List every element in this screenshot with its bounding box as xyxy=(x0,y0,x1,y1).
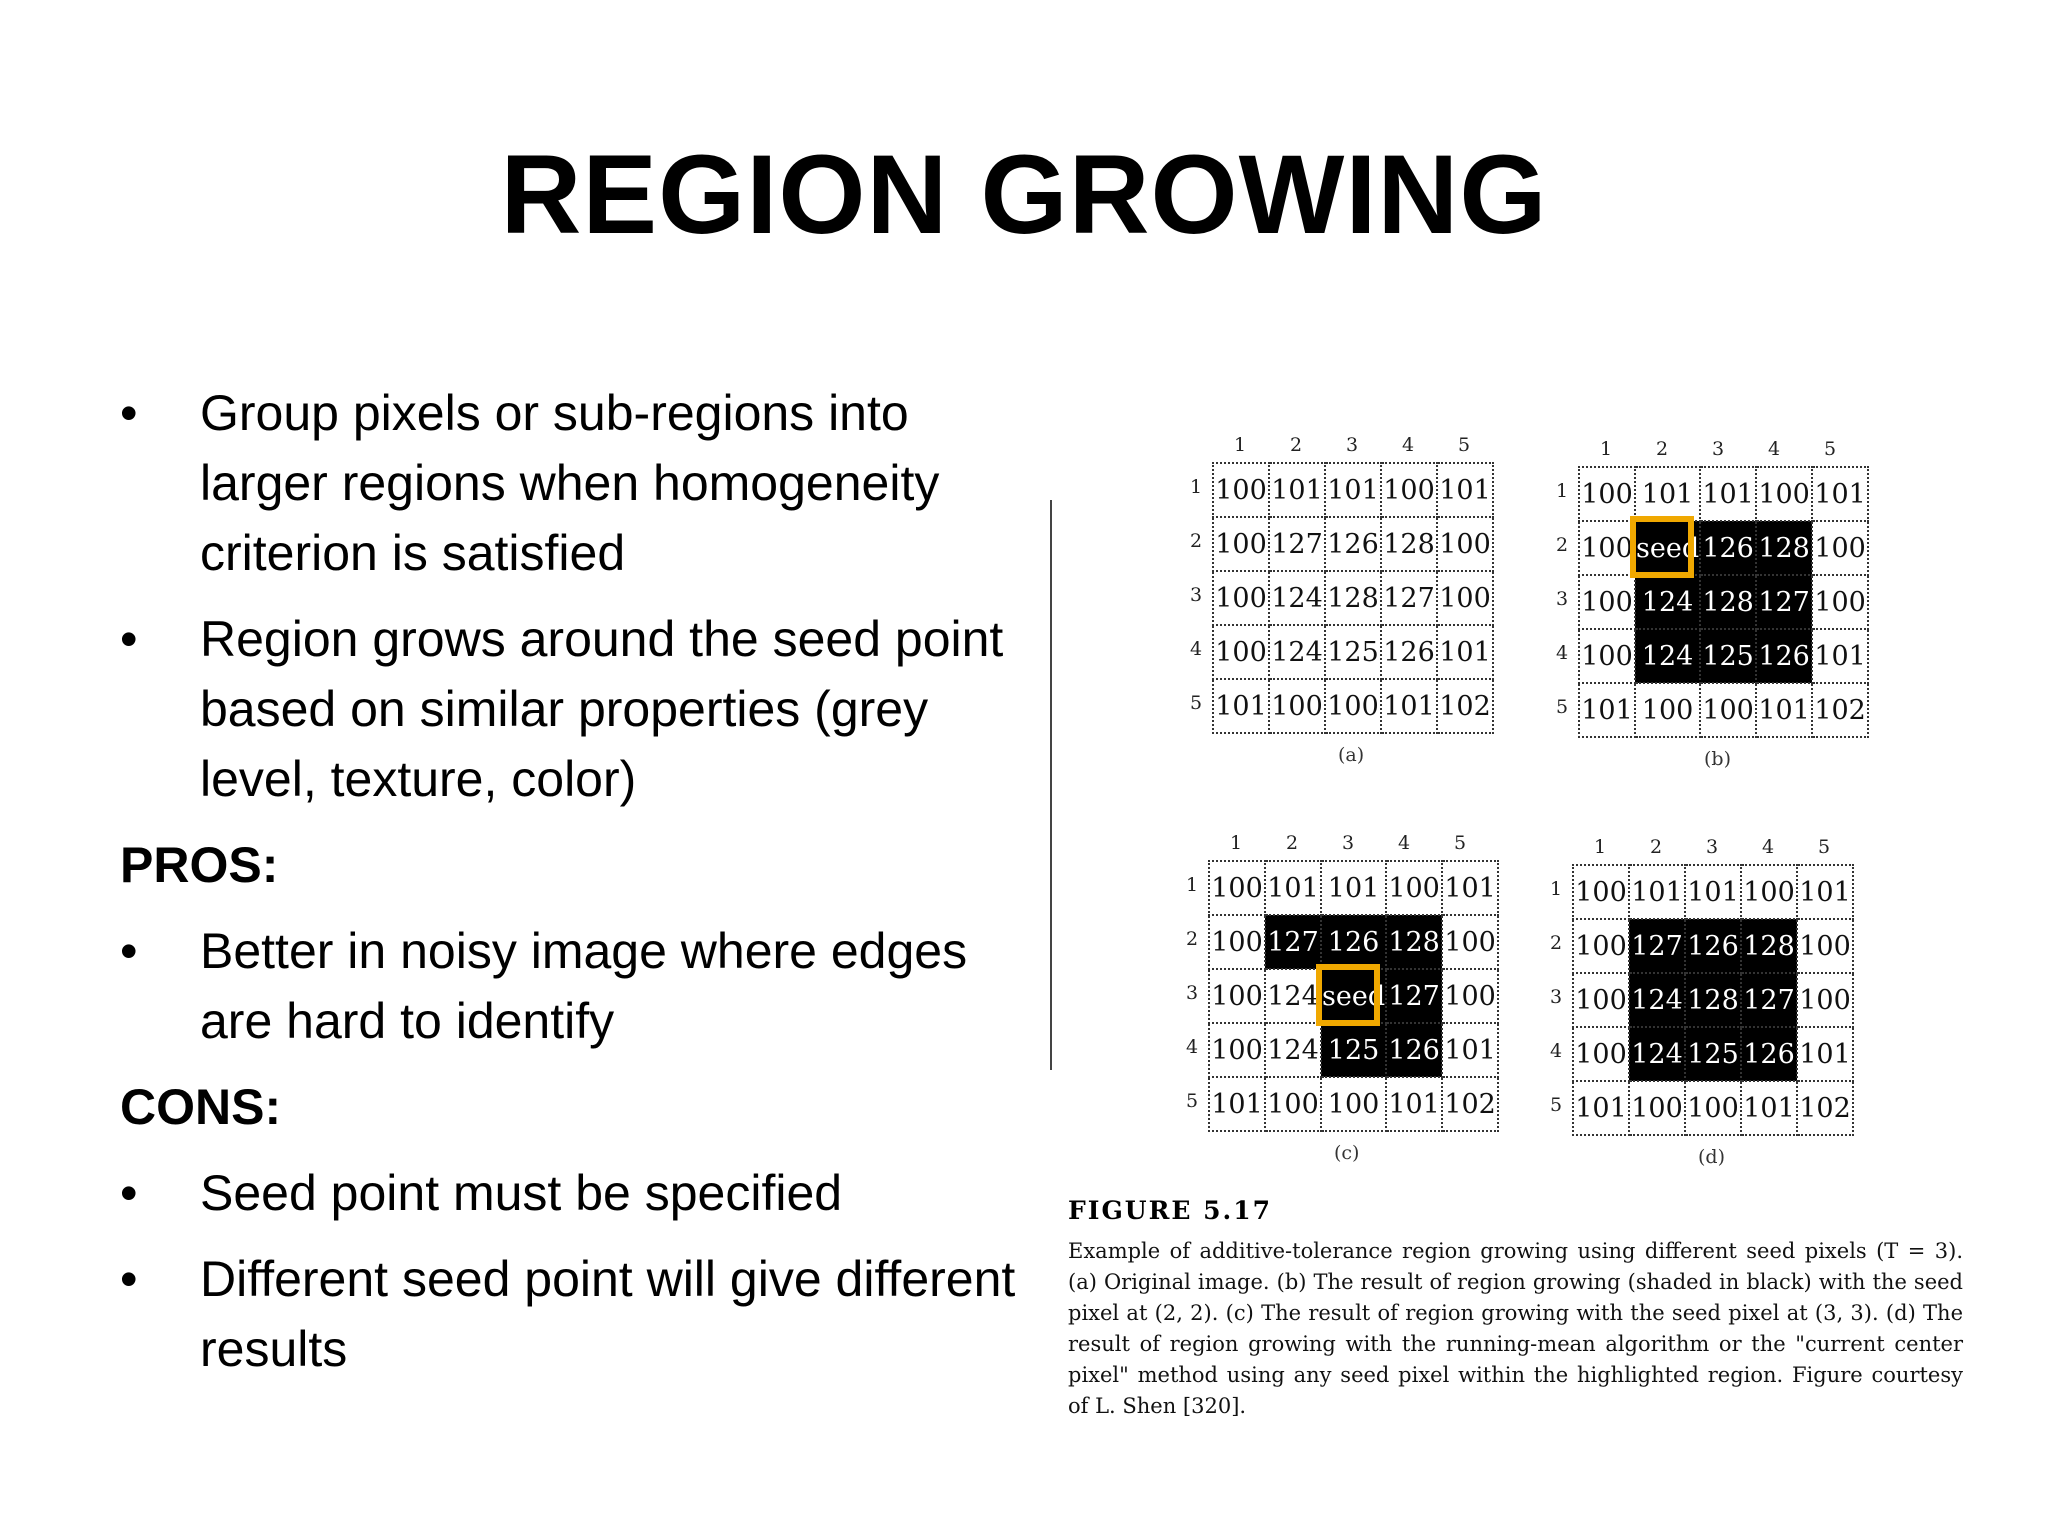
pixel-cell: 100 xyxy=(1209,969,1265,1023)
pixel-cell: 100 xyxy=(1685,1081,1741,1135)
pixel-cell: 128 xyxy=(1386,915,1442,969)
pixel-cell: 100 xyxy=(1386,861,1442,915)
pixel-cell: 100 xyxy=(1756,467,1812,521)
bullet-dot: • xyxy=(120,611,138,667)
pixel-cell: 101 xyxy=(1741,1081,1797,1135)
pixel-cell: 100 xyxy=(1213,463,1269,517)
panel-label: (b) xyxy=(1704,748,1731,770)
row-label: 3 xyxy=(1556,588,1569,610)
cons-item xyxy=(120,1158,1020,1228)
pixel-cell: 125 xyxy=(1325,625,1381,679)
pixel-cell: 100 xyxy=(1573,919,1629,973)
pixel-cell: 100 xyxy=(1437,517,1493,571)
row-label: 2 xyxy=(1190,530,1203,552)
pixel-cell: 100 xyxy=(1209,915,1265,969)
row-label: 4 xyxy=(1186,1036,1199,1058)
pixel-cell: 100 xyxy=(1573,973,1629,1027)
row-label: 5 xyxy=(1186,1090,1199,1112)
pixel-cell: 126 xyxy=(1741,1027,1797,1081)
pixel-cell: 100 xyxy=(1797,973,1853,1027)
pixel-cell: 100 xyxy=(1442,915,1498,969)
pixel-cell: 101 xyxy=(1797,1027,1853,1081)
pixel-cell: 100 xyxy=(1265,1077,1321,1131)
pixel-cell: 127 xyxy=(1381,571,1437,625)
pixel-cell: 127 xyxy=(1629,919,1685,973)
pixel-cell: 126 xyxy=(1685,919,1741,973)
column-label: 2 xyxy=(1649,836,1663,858)
pixel-cell: 101 xyxy=(1797,865,1853,919)
figure-title: FIGURE 5.17 xyxy=(1068,1196,1273,1225)
pixel-cell: 127 xyxy=(1265,915,1321,969)
pixel-grid xyxy=(1212,462,1494,734)
pixel-cell: 125 xyxy=(1685,1027,1741,1081)
pixel-cell: 101 xyxy=(1812,629,1868,683)
pixel-cell: 101 xyxy=(1437,625,1493,679)
pixel-cell: 100 xyxy=(1213,517,1269,571)
column-label: 4 xyxy=(1397,832,1411,854)
pixel-cell: 100 xyxy=(1635,683,1700,737)
column-label: 3 xyxy=(1341,832,1355,854)
pixel-cell: 101 xyxy=(1442,1023,1498,1077)
pixel-cell: 102 xyxy=(1812,683,1868,737)
pixel-cell: 100 xyxy=(1213,571,1269,625)
pixel-cell: 101 xyxy=(1685,865,1741,919)
column-label: 5 xyxy=(1817,836,1831,858)
pixel-cell: 101 xyxy=(1437,463,1493,517)
pixel-cell: 101 xyxy=(1812,467,1868,521)
row-label: 4 xyxy=(1190,638,1203,660)
row-label: 2 xyxy=(1556,534,1569,556)
pixel-cell: 124 xyxy=(1629,1027,1685,1081)
row-label: 1 xyxy=(1556,480,1569,502)
cons-item xyxy=(120,1244,1020,1384)
pixel-cell: 124 xyxy=(1635,575,1700,629)
pixel-cell: 128 xyxy=(1700,575,1756,629)
pixel-cell: 101 xyxy=(1635,467,1700,521)
pixel-grid xyxy=(1578,466,1869,738)
bullet-item xyxy=(120,378,1020,588)
row-label: 1 xyxy=(1186,874,1199,896)
pixel-cell: 128 xyxy=(1685,973,1741,1027)
bullet-dot: • xyxy=(120,1165,138,1221)
row-label: 3 xyxy=(1190,584,1203,606)
divider-line xyxy=(1050,500,1052,1070)
pixel-cell: 124 xyxy=(1269,571,1325,625)
pixel-cell: 125 xyxy=(1700,629,1756,683)
pixel-cell: 101 xyxy=(1629,865,1685,919)
pixel-cell: 124 xyxy=(1635,629,1700,683)
column-label: 5 xyxy=(1453,832,1467,854)
pixel-cell: 128 xyxy=(1756,521,1812,575)
pixel-cell: 128 xyxy=(1381,517,1437,571)
bullet-dot: • xyxy=(120,385,138,441)
pixel-cell: 102 xyxy=(1437,679,1493,733)
pixel-cell: 126 xyxy=(1321,915,1386,969)
pixel-cell: 128 xyxy=(1741,919,1797,973)
column-label: 1 xyxy=(1233,434,1247,456)
pixel-cell: 102 xyxy=(1797,1081,1853,1135)
pixel-grid xyxy=(1572,864,1854,1136)
seed-highlight-box xyxy=(1630,516,1694,578)
row-label: 1 xyxy=(1190,476,1203,498)
column-label: 1 xyxy=(1593,836,1607,858)
bullet-text: Different seed point will give different results xyxy=(200,1251,1016,1377)
pixel-cell: 101 xyxy=(1209,1077,1265,1131)
slide-title: REGION GROWING xyxy=(500,132,1548,257)
column-label: 2 xyxy=(1285,832,1299,854)
pixel-cell: 100 xyxy=(1741,865,1797,919)
column-label: 4 xyxy=(1761,836,1775,858)
panel-label: (a) xyxy=(1338,744,1365,766)
pixel-cell: 124 xyxy=(1265,1023,1321,1077)
pixel-cell: 126 xyxy=(1325,517,1381,571)
pixel-cell: 128 xyxy=(1325,571,1381,625)
pixel-cell: 101 xyxy=(1381,679,1437,733)
column-label: 3 xyxy=(1345,434,1359,456)
pixel-cell: 100 xyxy=(1579,467,1635,521)
column-label: 1 xyxy=(1229,832,1243,854)
pixel-cell: 100 xyxy=(1797,919,1853,973)
pixel-cell: 100 xyxy=(1321,1077,1386,1131)
pixel-cell: 124 xyxy=(1265,969,1321,1023)
pixel-cell: 100 xyxy=(1579,629,1635,683)
pixel-cell: 100 xyxy=(1325,679,1381,733)
pixel-cell: 100 xyxy=(1629,1081,1685,1135)
pros-heading: PROS: xyxy=(120,837,279,893)
bullet-dot: • xyxy=(120,923,138,979)
pixel-cell: 101 xyxy=(1579,683,1635,737)
bullet-text: Group pixels or sub-regions into larger regions when homogeneity criterion is satisfied xyxy=(200,385,940,581)
row-label: 4 xyxy=(1550,1040,1563,1062)
pixel-cell: 100 xyxy=(1700,683,1756,737)
bullet-text: Region grows around the seed point based on similar properties (grey level, texture, color) xyxy=(200,611,1004,807)
pixel-cell: 101 xyxy=(1321,861,1386,915)
pixel-cell: 126 xyxy=(1756,629,1812,683)
pixel-cell: 102 xyxy=(1442,1077,1498,1131)
row-label: 1 xyxy=(1550,878,1563,900)
pixel-cell: 100 xyxy=(1579,521,1635,575)
pixel-cell: 100 xyxy=(1442,969,1498,1023)
row-label: 3 xyxy=(1550,986,1563,1008)
bullet-text: Seed point must be specified xyxy=(200,1165,843,1221)
pixel-cell: 100 xyxy=(1812,575,1868,629)
pixel-cell: 100 xyxy=(1209,861,1265,915)
bullet-dot: • xyxy=(120,1251,138,1307)
row-label: 5 xyxy=(1556,696,1569,718)
seed-cell: seed xyxy=(1321,969,1386,1023)
pixel-cell: 101 xyxy=(1442,861,1498,915)
row-label: 5 xyxy=(1190,692,1203,714)
pixel-cell: 101 xyxy=(1573,1081,1629,1135)
pixel-cell: 100 xyxy=(1573,1027,1629,1081)
pixel-cell: 126 xyxy=(1386,1023,1442,1077)
pixel-cell: 101 xyxy=(1700,467,1756,521)
pixel-cell: 126 xyxy=(1700,521,1756,575)
cons-heading: CONS: xyxy=(120,1079,282,1135)
column-label: 1 xyxy=(1599,438,1613,460)
pixel-cell: 100 xyxy=(1579,575,1635,629)
pixel-cell: 101 xyxy=(1756,683,1812,737)
pixel-cell: 100 xyxy=(1381,463,1437,517)
row-label: 4 xyxy=(1556,642,1569,664)
row-label: 2 xyxy=(1186,928,1199,950)
column-label: 3 xyxy=(1711,438,1725,460)
pixel-cell: 100 xyxy=(1573,865,1629,919)
panel-label: (d) xyxy=(1698,1146,1725,1168)
pixel-cell: 100 xyxy=(1213,625,1269,679)
pixel-cell: 101 xyxy=(1265,861,1321,915)
pixel-cell: 100 xyxy=(1437,571,1493,625)
row-label: 3 xyxy=(1186,982,1199,1004)
row-label: 5 xyxy=(1550,1094,1563,1116)
pixel-cell: 127 xyxy=(1269,517,1325,571)
column-label: 4 xyxy=(1401,434,1415,456)
pixel-cell: 100 xyxy=(1209,1023,1265,1077)
pixel-cell: 126 xyxy=(1381,625,1437,679)
pixel-cell: 124 xyxy=(1629,973,1685,1027)
pixel-cell: 101 xyxy=(1325,463,1381,517)
pixel-cell: 124 xyxy=(1269,625,1325,679)
pixel-cell: 100 xyxy=(1269,679,1325,733)
pixel-cell: 101 xyxy=(1269,463,1325,517)
column-label: 4 xyxy=(1767,438,1781,460)
panel-label: (c) xyxy=(1334,1142,1360,1164)
column-label: 2 xyxy=(1655,438,1669,460)
pixel-cell: 101 xyxy=(1213,679,1269,733)
column-label: 5 xyxy=(1823,438,1837,460)
pixel-cell: 127 xyxy=(1386,969,1442,1023)
column-label: 3 xyxy=(1705,836,1719,858)
column-label: 5 xyxy=(1457,434,1471,456)
pixel-cell: 101 xyxy=(1386,1077,1442,1131)
pixel-cell: 127 xyxy=(1756,575,1812,629)
seed-highlight-box xyxy=(1316,964,1380,1026)
column-label: 2 xyxy=(1289,434,1303,456)
bullet-list xyxy=(120,378,1020,1384)
bullet-text: Better in noisy image where edges are hard to identify xyxy=(200,923,968,1049)
pixel-cell: 125 xyxy=(1321,1023,1386,1077)
seed-cell: seed xyxy=(1635,521,1700,575)
bullet-item xyxy=(120,604,1020,814)
pixel-cell: 127 xyxy=(1741,973,1797,1027)
figure-caption: Example of additive-tolerance region growing using different seed pixels (T = 3). (a) Original image. (b) The result of region growing (shaded in black) with the seed pixel at (2, 2). (c) The result of region growing with the seed pixel at (3, 3). (d) The result of region growing with the running-mean algorithm or the "current center pixel" method using any seed pixel within the highlighted region. Figure courtesy of L. Shen [320]. xyxy=(1068,1239,1963,1418)
row-label: 2 xyxy=(1550,932,1563,954)
pixel-cell: 100 xyxy=(1812,521,1868,575)
pros-item xyxy=(120,916,1020,1056)
